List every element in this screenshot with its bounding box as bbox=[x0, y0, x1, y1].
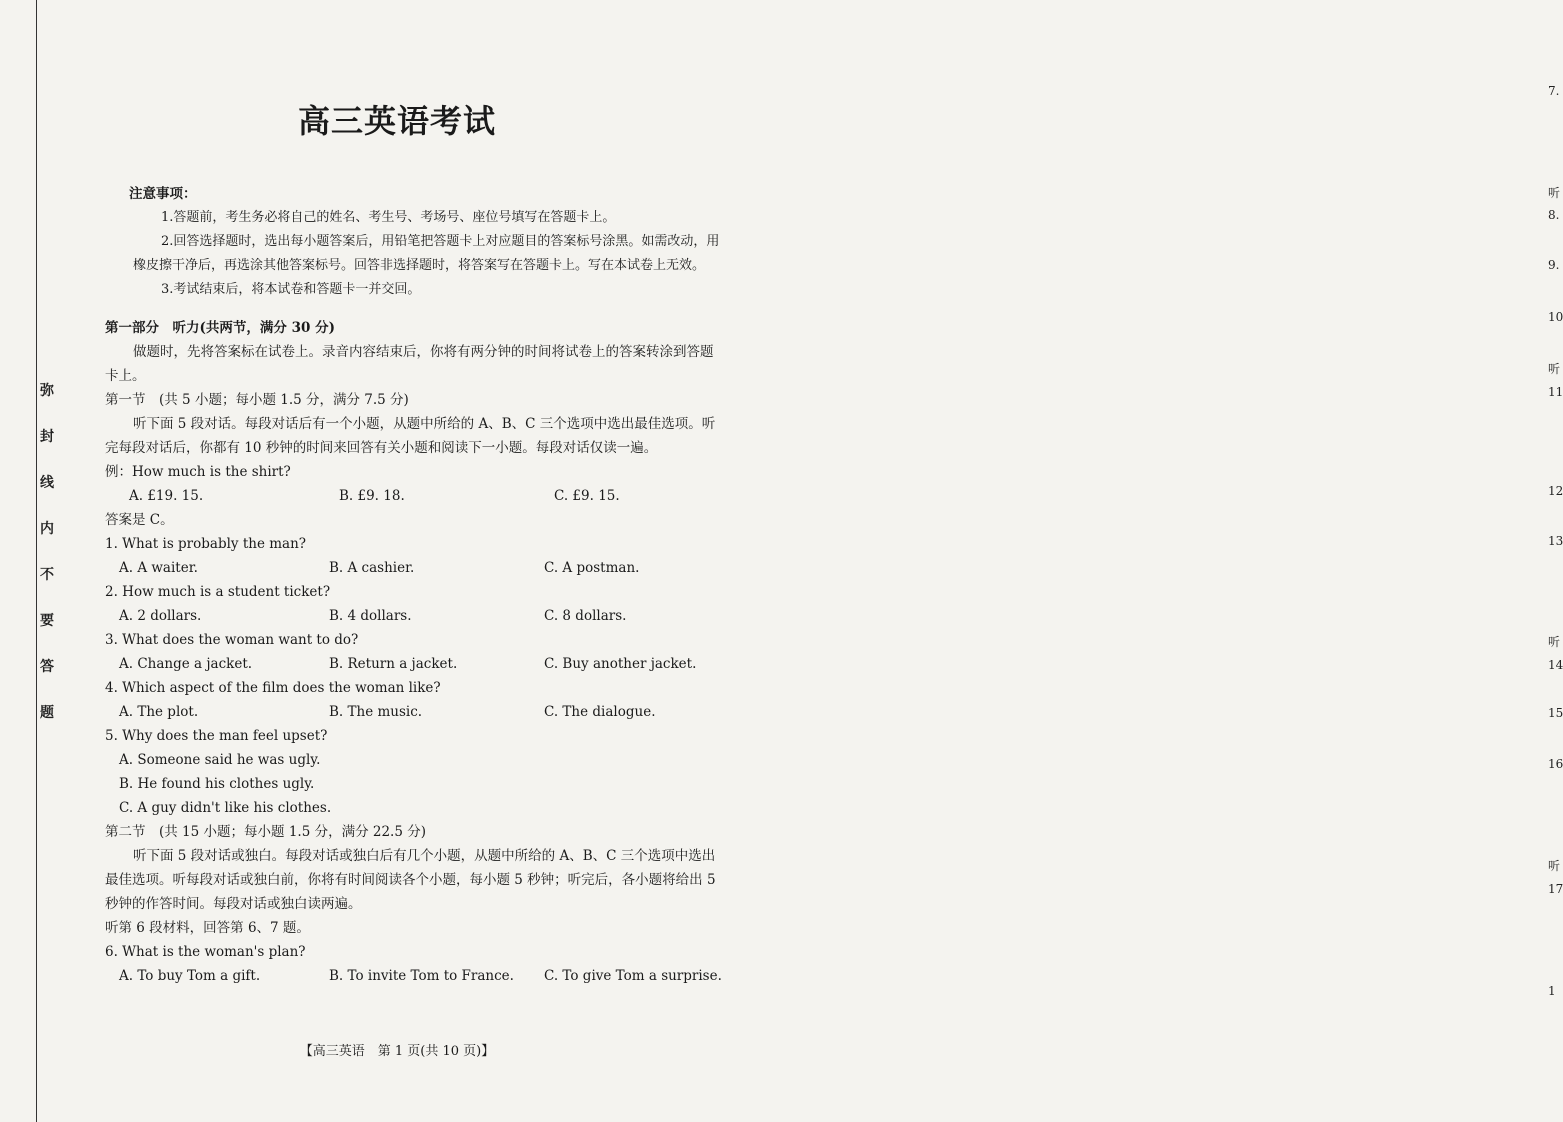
notice-body bbox=[105, 206, 725, 302]
edge-text: 听 bbox=[1548, 859, 1561, 873]
edge-text: 7. bbox=[1548, 84, 1560, 98]
question-options bbox=[105, 748, 725, 820]
section1-heading: 第一节 (共 5 小题；每小题 1.5 分，满分 7.5 分) bbox=[105, 392, 409, 408]
binding-char: 弥 bbox=[40, 383, 54, 399]
notice-item: 3.考试结束后，将本试卷和答题卡一并交回。 bbox=[161, 282, 421, 297]
option: C. A guy didn't like his clothes. bbox=[119, 800, 332, 816]
option: C. Buy another jacket. bbox=[544, 656, 697, 672]
edge-text: 16 bbox=[1548, 757, 1563, 771]
example-answer: 答案是 C。 bbox=[105, 512, 174, 528]
section1-intro: 听下面 5 段对话。每段对话后有一个小题，从题中所给的 A、B、C 三个选项中选出最佳选项。听完每段对话后，你都有 10 秒钟的时间来回答有关小题和阅读下一小题。每段对话仅读一遍。 bbox=[105, 416, 716, 456]
option: B. He found his clothes ugly. bbox=[119, 776, 315, 792]
page-footer: 【高三英语 第 1 页(共 10 页)】 bbox=[299, 1044, 495, 1059]
option: C. £9. 15. bbox=[554, 488, 620, 504]
binding-char: 要 bbox=[40, 613, 54, 629]
edge-text: 17 bbox=[1548, 882, 1563, 896]
example-options bbox=[105, 484, 725, 508]
question-options bbox=[105, 556, 725, 580]
option: A. The plot. bbox=[119, 704, 199, 720]
part1-intro: 做题时，先将答案标在试卷上。录音内容结束后，你将有两分钟的时间将试卷上的答案转涂到答题卡上。 bbox=[105, 344, 714, 384]
page-title: 高三英语考试 bbox=[297, 102, 496, 140]
question: 5. Why does the man feel upset? bbox=[105, 728, 328, 744]
option: C. A postman. bbox=[544, 560, 640, 576]
option: B. 4 dollars. bbox=[329, 608, 412, 624]
option: A. Someone said he was ugly. bbox=[119, 752, 321, 768]
section2-heading: 第二节 (共 15 小题；每小题 1.5 分，满分 22.5 分) bbox=[105, 824, 426, 840]
option: A. 2 dollars. bbox=[119, 608, 202, 624]
part1-heading: 第一部分 听力(共两节，满分 30 分) bbox=[105, 320, 335, 336]
section2-intro: 听下面 5 段对话或独白。每段对话或独白后有几个小题，从题中所给的 A、B、C 三个选项中选出最佳选项。听每段对话或独白前，你将有时间阅读各个小题，每小题 5 秒钟；听完后，各小题将给出 5 秒钟的作答时间。每段对话或独白读两遍。 bbox=[105, 848, 716, 912]
edge-text: 听 bbox=[1548, 362, 1561, 376]
edge-text: 听 bbox=[1548, 635, 1561, 649]
edge-text: 15 bbox=[1548, 706, 1563, 720]
notice-item: 1.答题前，考生务必将自己的姓名、考生号、考场号、座位号填写在答题卡上。 bbox=[161, 210, 616, 225]
binding-char: 答 bbox=[40, 659, 54, 675]
option: B. To invite Tom to France. bbox=[329, 968, 514, 984]
option: B. £9. 18. bbox=[339, 488, 405, 504]
question-options bbox=[105, 652, 725, 676]
binding-line bbox=[36, 0, 37, 1122]
option: A. To buy Tom a gift. bbox=[119, 968, 261, 984]
option: B. Return a jacket. bbox=[329, 656, 458, 672]
question: 3. What does the woman want to do? bbox=[105, 632, 359, 648]
question: 2. How much is a student ticket? bbox=[105, 584, 331, 600]
binding-char: 内 bbox=[40, 521, 54, 537]
notice-item: 2.回答选择题时，选出每小题答案后，用铅笔把答题卡上对应题目的答案标号涂黑。如需改动，用橡皮擦干净后，再选涂其他答案标号。回答非选择题时，将答案写在答题卡上。写在本试卷上无效。 bbox=[133, 234, 720, 273]
material-label: 听第 6 段材料，回答第 6、7 题。 bbox=[105, 920, 310, 936]
edge-text: 13 bbox=[1548, 534, 1563, 548]
option: B. A cashier. bbox=[329, 560, 415, 576]
binding-warning bbox=[38, 380, 56, 722]
edge-text: 10 bbox=[1548, 310, 1563, 324]
option: C. 8 dollars. bbox=[544, 608, 627, 624]
question: 1. What is probably the man? bbox=[105, 536, 307, 552]
edge-text: 11 bbox=[1548, 385, 1563, 399]
edge-text: 8. bbox=[1548, 208, 1560, 222]
notice-heading: 注意事项： bbox=[129, 186, 197, 202]
option: C. The dialogue. bbox=[544, 704, 656, 720]
question: 4. Which aspect of the film does the woman like? bbox=[105, 680, 441, 696]
edge-text: 1 bbox=[1548, 984, 1556, 998]
option: B. The music. bbox=[329, 704, 423, 720]
option: A. Change a jacket. bbox=[119, 656, 253, 672]
option: A. A waiter. bbox=[119, 560, 198, 576]
edge-text: 14 bbox=[1548, 658, 1563, 672]
binding-char: 线 bbox=[40, 475, 54, 491]
question: 6. What is the woman's plan? bbox=[105, 944, 306, 960]
option: A. £19. 15. bbox=[129, 488, 204, 504]
exam-content bbox=[105, 182, 725, 988]
binding-char: 封 bbox=[40, 429, 54, 445]
edge-text: 9. bbox=[1548, 258, 1560, 272]
edge-text: 听 bbox=[1548, 186, 1561, 200]
example-question: 例：How much is the shirt? bbox=[105, 464, 291, 480]
binding-char: 题 bbox=[40, 705, 54, 721]
question-options bbox=[105, 700, 725, 724]
edge-text: 12 bbox=[1548, 484, 1563, 498]
question-options bbox=[105, 964, 725, 988]
binding-char: 不 bbox=[40, 567, 54, 583]
question-options bbox=[105, 604, 725, 628]
option: C. To give Tom a surprise. bbox=[544, 968, 722, 984]
